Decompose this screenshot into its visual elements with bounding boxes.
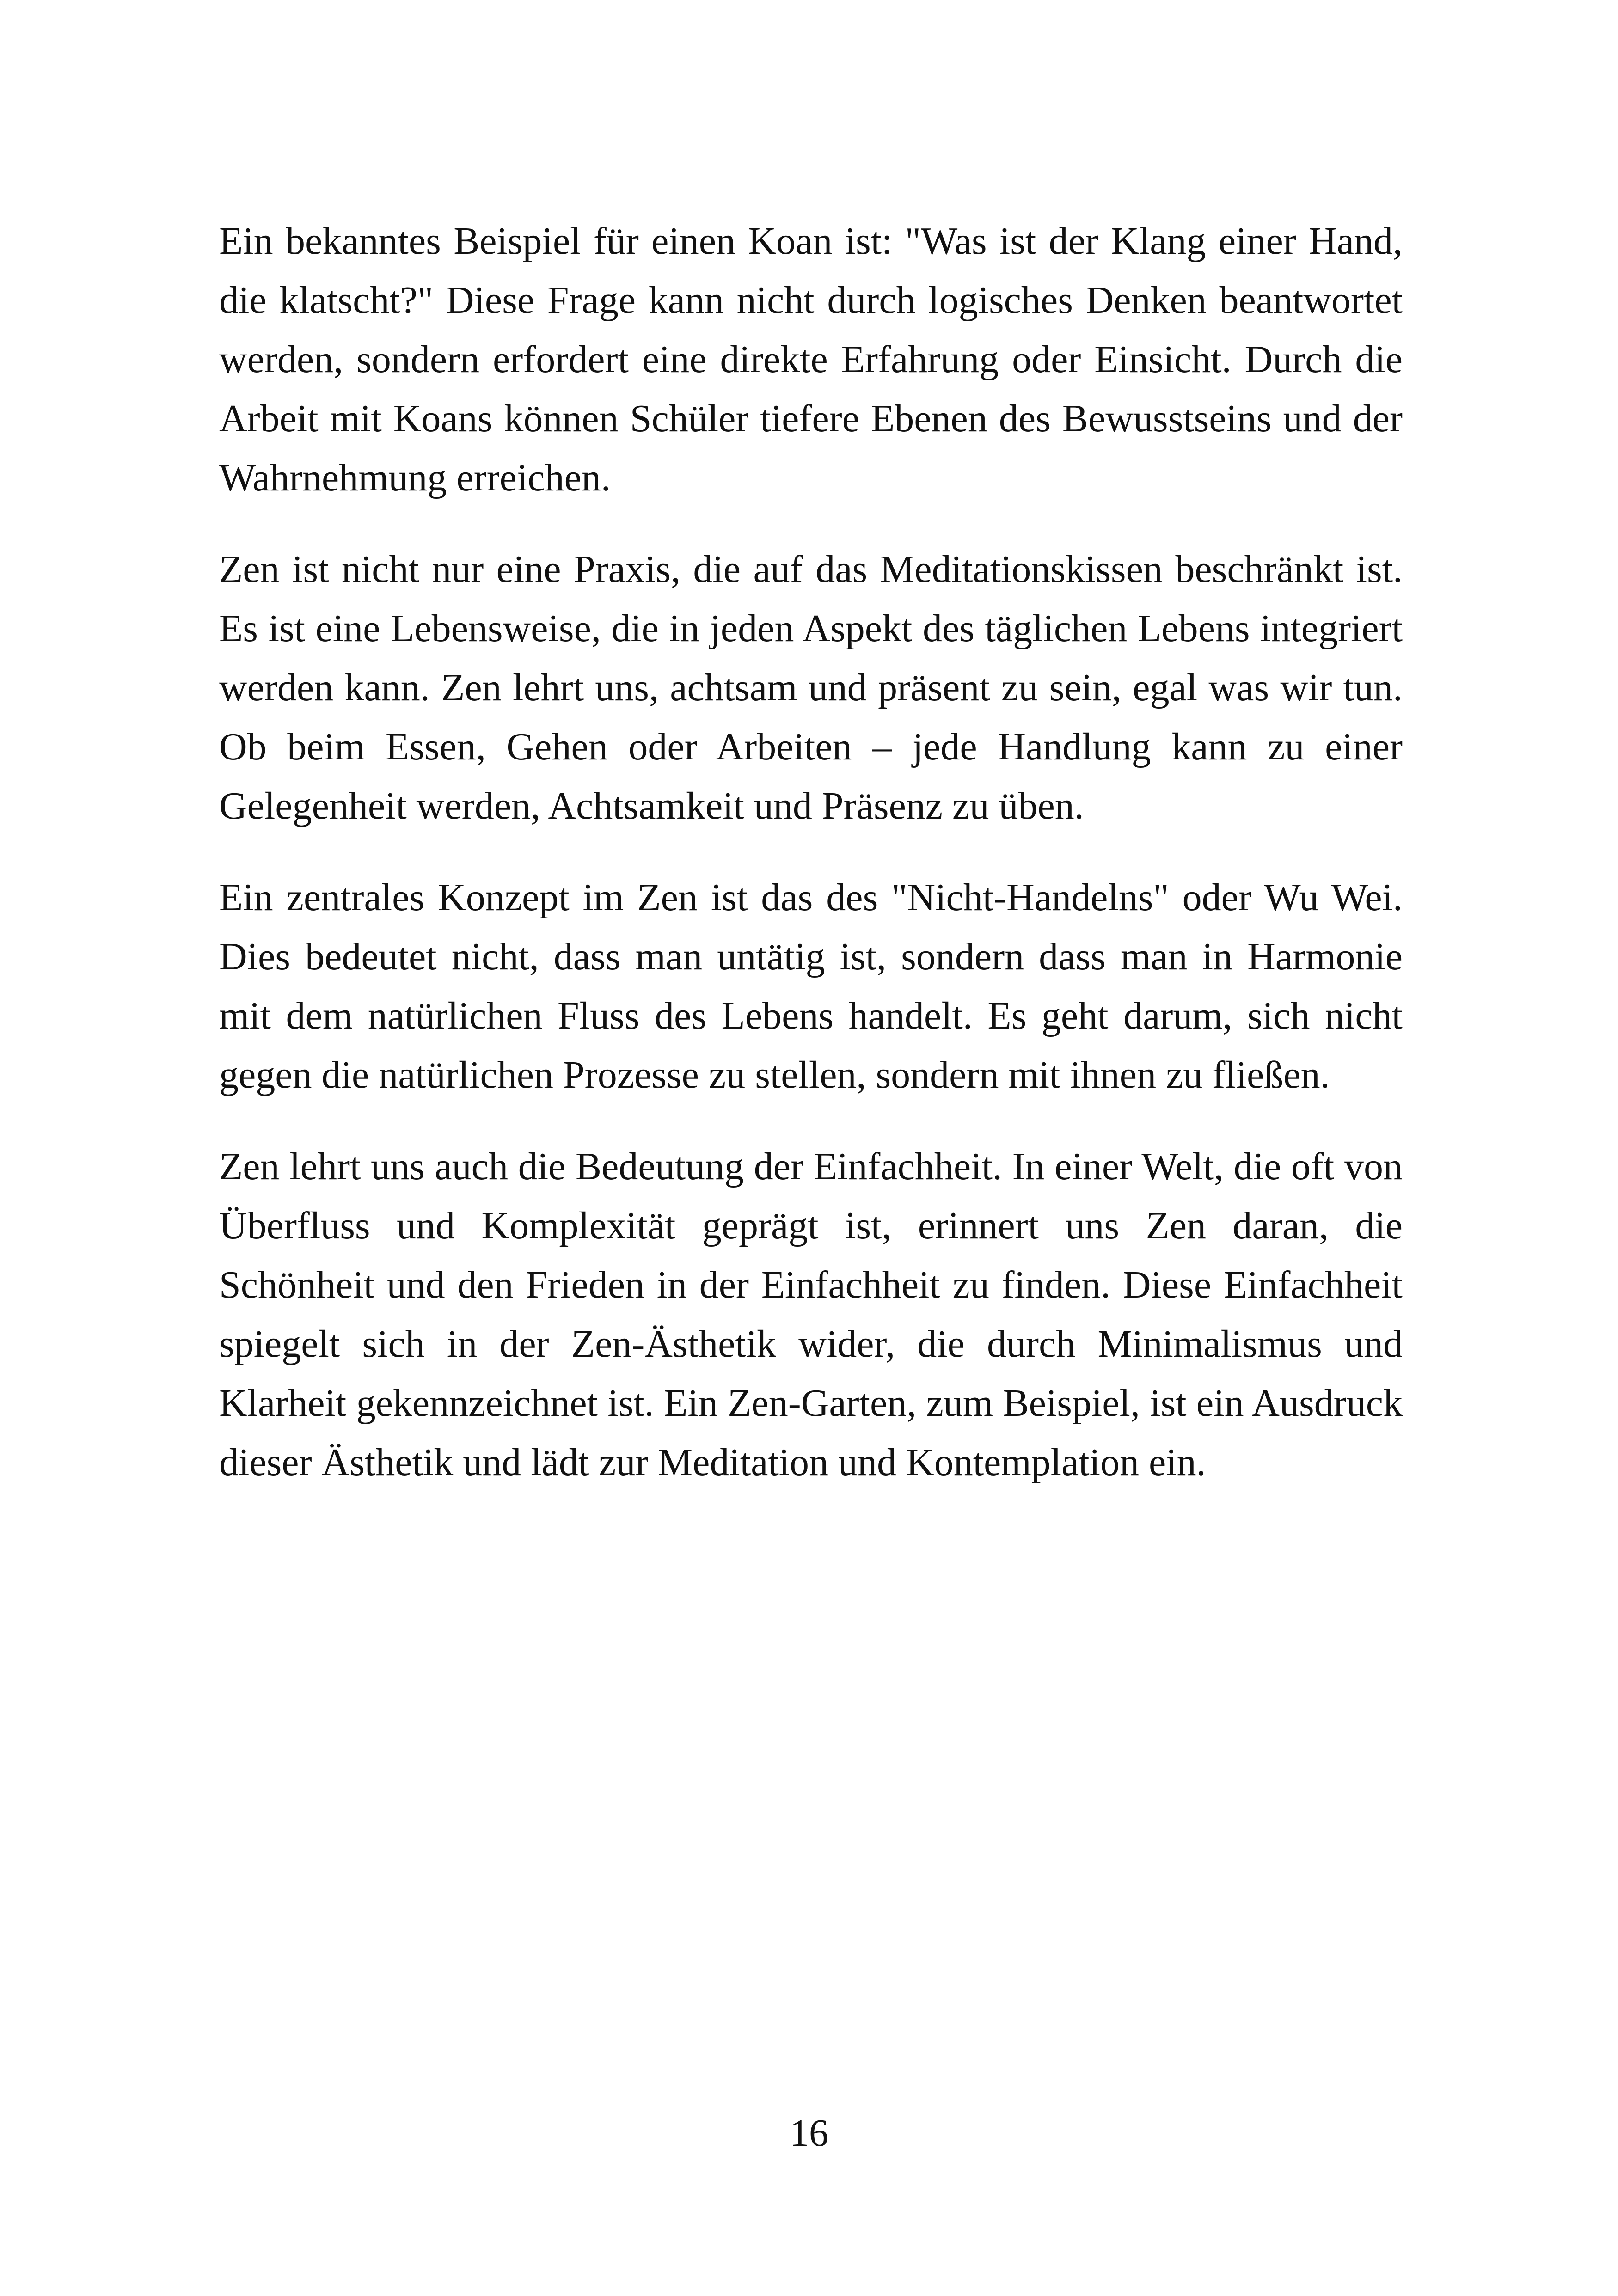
- paragraph-koan: Ein bekanntes Beispiel für einen Koan ist: "Was ist der Klang einer Hand, die klatscht?" Diese Frage kann nicht durch logisches Denken beantwortet werden, sondern erfordert eine direkte Erfahrung oder Einsicht. Durch die Arbeit mit Koans können Schüler tiefere Ebenen des Bewusstseins und der Wahrnehmung erreichen.: [219, 220, 1403, 499]
- paragraph-wu-wei: Ein zentrales Konzept im Zen ist das des "Nicht-Handelns" oder Wu Wei. Dies bedeutet nicht, dass man untätig ist, sondern dass man in Harmonie mit dem natürlichen Fluss des Lebens handelt. Es geht darum, sich nicht gegen die natürlichen Prozesse zu stellen, sondern mit ihnen zu fließen.: [219, 876, 1403, 1096]
- body-text: [219, 212, 1403, 1525]
- paragraph-simplicity: Zen lehrt uns auch die Bedeutung der Einfachheit. In einer Welt, die oft von Überfluss und Komplexität geprägt ist, erinnert uns Zen daran, die Schönheit und den Frieden in der Einfachheit zu finden. Diese Einfachheit spiegelt sich in der Zen-Ästhetik wider, die durch Minimalismus und Klarheit gekennzeichnet ist. Ein Zen-Garten, zum Beispiel, ist ein Ausdruck dieser Ästhetik und lädt zur Meditation und Kontemplation ein.: [219, 1145, 1403, 1484]
- paragraph-zen-lifestyle: Zen ist nicht nur eine Praxis, die auf das Meditationskissen beschränkt ist. Es ist eine Lebensweise, die in jeden Aspekt des täglichen Lebens integriert werden kann. Zen lehrt uns, achtsam und präsent zu sein, egal was wir tun. Ob beim Essen, Gehen oder Arbeiten – jede Handlung kann zu einer Gelegenheit werden, Achtsamkeit und Präsenz zu üben.: [219, 548, 1403, 827]
- page-number: 16: [790, 2112, 828, 2155]
